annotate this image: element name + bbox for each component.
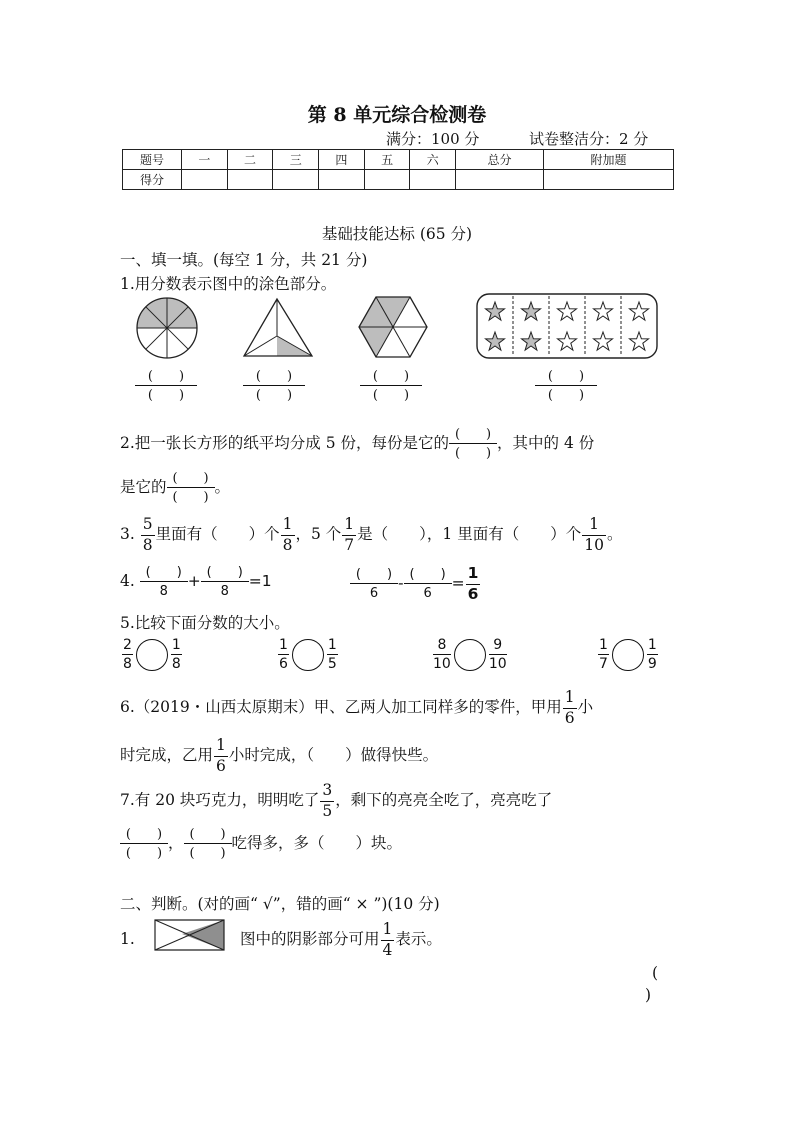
q6-line2: 时完成，乙用 $\frac{1}{6}$ 小时完成，（ ）做得快些。 xyxy=(120,736,439,775)
answer-fraction-blank[interactable]: $\frac{( )}{8}$ xyxy=(201,566,249,598)
score-table-header: 六 xyxy=(410,150,456,170)
compare-pair: $\frac{1}{6}$ $\frac{1}{5}$ xyxy=(279,637,337,672)
full-score-label: 满分：100 分 xyxy=(386,130,480,148)
q2-line1: 2.把一张长方形的纸平均分成 5 份，每份是它的 $\frac{( )}{( )}$ ，其中的 4 份 xyxy=(120,427,595,461)
answer-fraction-blank[interactable]: $\frac{( )}{( )}$ xyxy=(120,828,168,860)
score-cell[interactable] xyxy=(273,170,319,190)
compare-circle[interactable] xyxy=(292,639,324,671)
score-table-header: 三 xyxy=(273,150,319,170)
score-table-header: 题号 xyxy=(123,150,182,170)
score-row-label: 得分 xyxy=(123,170,182,190)
answer-fraction-blank[interactable]: $\frac{( )}{6}$ xyxy=(350,568,398,600)
q4-right-equation: $\frac{( )}{6}$ - $\frac{( )}{6}$ = $\frac{1}{6}$ xyxy=(350,566,481,602)
judge-paren-close[interactable]: ) xyxy=(645,986,652,1004)
circle-figure xyxy=(134,296,202,360)
q1-text: 1.用分数表示图中的涂色部分。 xyxy=(120,275,337,293)
answer-fraction-blank[interactable]: $\frac{( )}{( )}$ xyxy=(449,428,497,460)
hexagon-figure xyxy=(355,292,433,362)
answer-fraction-blank[interactable]: ( ) ( ) xyxy=(243,370,305,402)
judge-paren-open[interactable]: ( xyxy=(652,964,659,982)
compare-pair: $\frac{1}{7}$ $\frac{1}{9}$ xyxy=(599,637,657,672)
compare-circle[interactable] xyxy=(454,639,486,671)
answer-fraction-blank[interactable]: ( ) ( ) xyxy=(360,370,422,402)
neatness-score-label: 试卷整洁分：2 分 xyxy=(529,130,649,148)
fraction: $\frac{1}{6}$ xyxy=(467,564,479,603)
score-cell[interactable] xyxy=(182,170,228,190)
compare-circle[interactable] xyxy=(612,639,644,671)
q7-line2: $\frac{( )}{( )}$ ， $\frac{( )}{( )}$ 吃得多，多（ ）块。 xyxy=(120,828,402,860)
score-table-header: 总分 xyxy=(456,150,544,170)
score-cell[interactable] xyxy=(319,170,365,190)
score-cell[interactable] xyxy=(364,170,410,190)
score-cell[interactable] xyxy=(543,170,673,190)
fraction: $\frac{1}{6}$ xyxy=(564,688,575,727)
fraction: $\frac{1}{10}$ xyxy=(584,515,604,554)
compare-circle[interactable] xyxy=(136,639,168,671)
score-cell[interactable] xyxy=(227,170,273,190)
fraction: $\frac{1}{6}$ xyxy=(216,736,226,775)
page-title: 第 8 单元综合检测卷 xyxy=(307,104,487,126)
score-table-header: 四 xyxy=(319,150,365,170)
q6-line1: 6.（2019・山西太原期末）甲、乙两人加工同样多的零件，甲用 $\frac{1}{6}$ 小 xyxy=(120,688,594,727)
score-table-header-row xyxy=(123,150,674,170)
fraction: $\frac{3}{5}$ xyxy=(322,781,333,820)
score-table-header: 五 xyxy=(364,150,410,170)
part2-heading: 二、判断。(对的画“ √”，错的画“ × ”)(10 分) xyxy=(120,895,440,913)
parallelogram-figure xyxy=(152,917,228,953)
score-table-header: 一 xyxy=(182,150,228,170)
fraction: $\frac{1}{4}$ xyxy=(382,920,393,959)
score-table xyxy=(122,149,674,190)
score-table-score-row xyxy=(123,170,674,190)
judge-q1-number: 1. xyxy=(120,930,135,948)
compare-pair: $\frac{2}{8}$ $\frac{1}{8}$ xyxy=(123,637,181,672)
answer-fraction-blank[interactable]: $\frac{( )}{6}$ xyxy=(404,568,452,600)
answer-fraction-blank[interactable]: $\frac{( )}{( )}$ xyxy=(184,828,232,860)
answer-fraction-blank[interactable]: $\frac{( )}{8}$ xyxy=(140,566,188,598)
triangle-figure xyxy=(240,296,316,360)
fraction: $\frac{1}{7}$ xyxy=(344,515,355,554)
q5-text: 5.比较下面分数的大小。 xyxy=(120,614,290,632)
score-table-header: 二 xyxy=(227,150,273,170)
fraction: $\frac{5}{8}$ xyxy=(142,515,153,554)
stars-figure xyxy=(474,292,660,362)
answer-fraction-blank[interactable]: ( ) ( ) xyxy=(535,370,597,402)
answer-fraction-blank[interactable]: $\frac{( )}{( )}$ xyxy=(167,472,215,504)
fraction: $\frac{1}{8}$ xyxy=(282,515,293,554)
score-cell[interactable] xyxy=(456,170,544,190)
score-cell[interactable] xyxy=(410,170,456,190)
score-table-header: 附加题 xyxy=(543,150,673,170)
judge-q1-text: 图中的阴影部分可用 $\frac{1}{4}$ 表示。 xyxy=(240,920,442,959)
q4-left-equation: 4. $\frac{( )}{8}$ + $\frac{( )}{8}$ =1 xyxy=(120,565,272,599)
part1-heading: 一、填一填。(每空 1 分，共 21 分) xyxy=(120,251,368,269)
q2-line2: 是它的 $\frac{( )}{( )}$ 。 xyxy=(120,471,231,505)
q7-line1: 7.有 20 块巧克力，明明吃了 $\frac{3}{5}$ ，剩下的亮亮全吃了，亮亮吃了 xyxy=(120,781,553,820)
compare-pair: $\frac{8}{10}$ $\frac{9}{10}$ xyxy=(433,637,507,672)
q3-line: 3. $\frac{5}{8}$ 里面有（ ）个 $\frac{1}{8}$ ，5 个 $\frac{1}{7}$ 是（ ），1 里面有（ ）个 $\frac{1}{10}$ 。 xyxy=(120,515,623,554)
section-heading: 基础技能达标 (65 分) xyxy=(321,225,473,243)
answer-fraction-blank[interactable]: ( ) ( ) xyxy=(135,370,197,402)
